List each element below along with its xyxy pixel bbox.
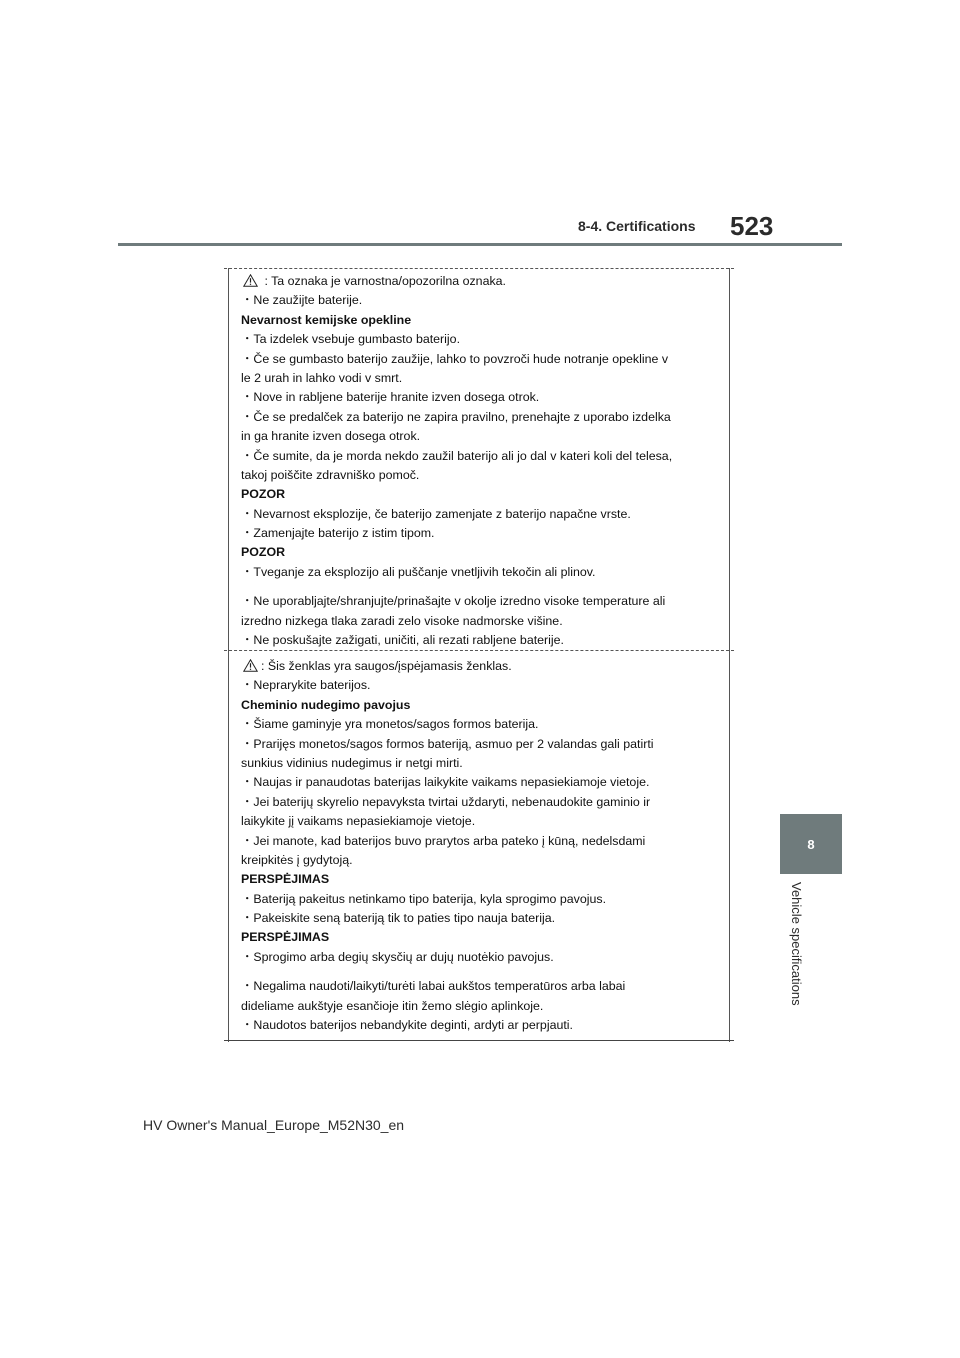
text-line: laikykite jį vaikams nepasiekiamoje vietoje. [241, 814, 476, 829]
text-line: ・Ne zaužijte baterije. [241, 293, 363, 308]
text-line: ・Naujas ir panaudotas baterijas laikykite vaikams nepasiekiamoje vietoje. [241, 775, 650, 790]
warning-triangle-icon [243, 274, 258, 287]
text-line: ・Jei baterijų skyrelio nepavyksta tvirtai uždaryti, nebenaudokite gaminio ir [241, 794, 651, 809]
text-line: ・Ne poskušajte zažigati, uničiti, ali rezati rabljene baterije. [241, 633, 565, 648]
chapter-title: Vehicle specifications [789, 882, 804, 1006]
frame-left-line [228, 268, 229, 1042]
text-line: ・Negalima naudoti/laikyti/turėti labai aukštos temperatūros arba labai [241, 979, 626, 994]
spacer [241, 967, 718, 977]
subheading: POZOR [241, 545, 286, 560]
text-line: ・Naudotos baterijos nebandykite deginti, ardyti ar perpjauti. [241, 1018, 573, 1033]
manual-footer: HV Owner's Manual_Europe_M52N30_en [143, 1117, 405, 1133]
text-line: in ga hranite izven dosega otrok. [241, 429, 421, 444]
text-line: ・Če sumite, da je morda nekdo zaužil baterijo ali jo dal v kateri koli del telesa, [241, 448, 673, 463]
text-line: takoj poiščite zdravniško pomoč. [241, 467, 420, 482]
spacer [241, 582, 718, 592]
text-line: ・Bateriją pakeitus netinkamo tipo baterija, kyla sprogimo pavojus. [241, 891, 607, 906]
text-line: ・Zamenjajte baterijo z istim tipom. [241, 526, 435, 541]
text-line: ・Nevarnost eksplozije, če baterijo zamenjate z baterijo napačne vrste. [241, 506, 631, 521]
text-line: ・Ta izdelek vsebuje gumbasto baterijo. [241, 332, 461, 347]
subheading: POZOR [241, 487, 286, 502]
section-title: 8-4. Certifications [578, 218, 696, 234]
text-line: ・Sprogimo arba degių skysčių ar dujų nuotėkio pavojus. [241, 949, 554, 964]
lithuanian-warning-text [241, 657, 718, 1035]
text-line: ・Šiame gaminyje yra monetos/sagos formos baterija. [241, 717, 539, 732]
page-number: 523 [730, 211, 774, 241]
frame-bottom-line [224, 1040, 734, 1041]
frame-right-line [729, 268, 730, 1042]
text-line: sunkius vidinius nudegimus ir netgi mirti. [241, 755, 463, 770]
text-line: ・Neprarykite baterijos. [241, 678, 371, 693]
text-line: ・Ne uporabljajte/shranjujte/prinašajte v okolje izredno visoke temperature ali [241, 594, 666, 609]
certification-label-scan [228, 264, 732, 1042]
text-line: ・Če se predalček za baterijo ne zapira pravilno, prenehajte z uporabo izdelka [241, 409, 671, 424]
subheading: PERSPĖJIMAS [241, 872, 330, 887]
chapter-tab[interactable] [780, 814, 842, 874]
text-line: ・Če se gumbasto baterijo zaužije, lahko to povzroči hude notranje opekline v [241, 351, 669, 366]
warning-caption: : Šis ženklas yra saugos/įspėjamasis ženklas. [241, 657, 718, 676]
text-line: le 2 urah in lahko vodi v smrt. [241, 370, 403, 385]
text-line: izredno nizkega tlaka zaradi zelo visoke nadmorske višine. [241, 613, 563, 628]
subheading: Nevarnost kemijske opekline [241, 312, 412, 327]
text-line: ・Prarijęs monetos/sagos formos bateriją, asmuo per 2 valandas gali patirti [241, 736, 654, 751]
warning-caption: : Ta oznaka je varnostna/opozorilna oznaka. [241, 272, 718, 291]
text-line: ・Jei manote, kad baterijos buvo prarytos arba pateko į kūną, nedelsdami [241, 833, 646, 848]
text-line: ・Pakeiskite seną bateriją tik to paties tipo nauja baterija. [241, 911, 556, 926]
subheading: Cheminio nudegimo pavojus [241, 697, 411, 712]
chapter-number: 8 [807, 836, 815, 852]
header-divider [118, 243, 842, 246]
warning-triangle-icon [243, 659, 258, 672]
text-line: ・Tveganje za eksplozijo ali puščanje vnetljivih tekočin ali plinov. [241, 564, 596, 579]
slovenian-warning-text [241, 272, 718, 650]
text-line: dideliame aukštyje esančioje itin žemo slėgio aplinkoje. [241, 998, 544, 1013]
frame-top-line [224, 268, 734, 269]
text-line: ・Nove in rabljene baterije hranite izven dosega otrok. [241, 390, 540, 405]
text-line: kreipkitės į gydytoją. [241, 852, 353, 867]
subheading: PERSPĖJIMAS [241, 930, 330, 945]
